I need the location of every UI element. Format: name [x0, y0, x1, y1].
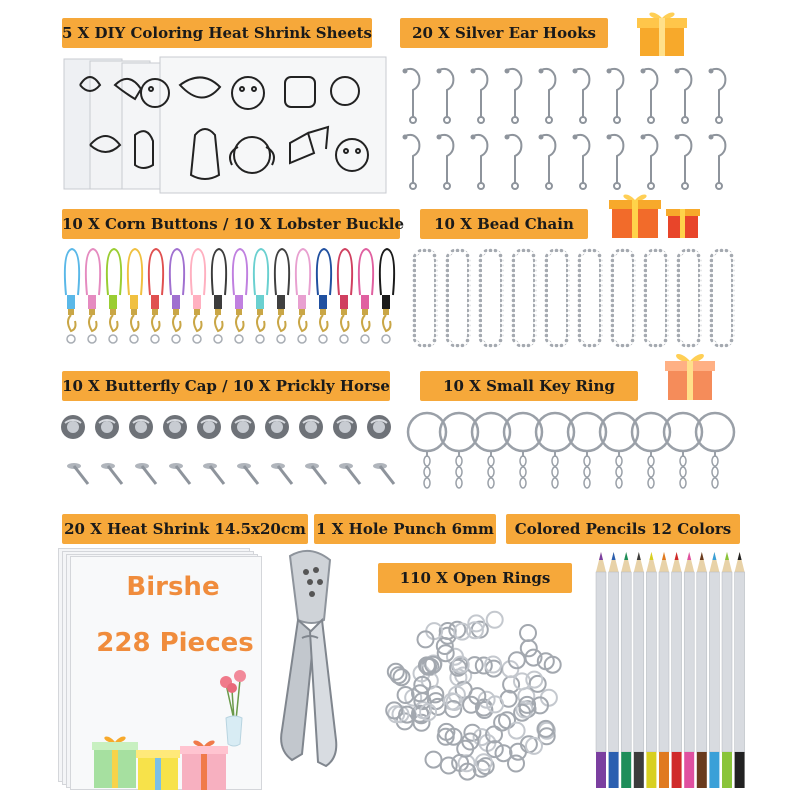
cord-item [380, 249, 394, 343]
hole-punch-image [268, 548, 358, 788]
gift-boxes-pile-icon [90, 730, 240, 792]
label-heat-shrink: 20 X Heat Shrink 14.5x20cm [62, 514, 308, 544]
pencil-item [634, 552, 644, 788]
label-bead-chain: 10 X Bead Chain [420, 209, 588, 239]
cord-item [359, 249, 373, 343]
piece-count: 228 Pieces [96, 628, 254, 658]
cords-lobster-buckles-image [58, 245, 403, 357]
label-corn-buttons: 10 X Corn Buttons / 10 X Lobster Buckle [62, 209, 400, 239]
gift-boxes-icon [606, 192, 702, 240]
label-ear-hooks: 20 X Silver Ear Hooks [400, 18, 608, 48]
label-pencils: Colored Pencils 12 Colors [506, 514, 740, 544]
open-ring [487, 612, 503, 628]
key-rings-image [405, 410, 740, 495]
cord-item [128, 249, 142, 343]
open-ring [510, 744, 526, 760]
cord-item [254, 249, 268, 343]
bead-chains-image [412, 248, 742, 352]
pencil-item [735, 552, 745, 788]
cord-item [296, 249, 310, 343]
open-rings-pile-image [378, 598, 574, 790]
pencil-item [621, 552, 631, 788]
cord-item [65, 249, 79, 343]
cord-item [191, 249, 205, 343]
label-open-rings: 110 X Open Rings [378, 563, 572, 593]
label-key-ring: 10 X Small Key Ring [420, 371, 638, 401]
pencil-item [609, 552, 619, 788]
ear-hooks-image [395, 62, 735, 197]
pencil-item [672, 552, 682, 788]
open-ring [530, 676, 546, 692]
colored-pencils-image [592, 548, 752, 793]
gift-box-icon [634, 8, 690, 58]
cord-item [170, 249, 184, 343]
pencil-item [722, 552, 732, 788]
cord-item [107, 249, 121, 343]
open-ring [441, 758, 457, 774]
open-ring [426, 752, 442, 768]
shrink-sheets-image [60, 55, 390, 195]
pencil-item [596, 552, 606, 788]
cord-item [275, 249, 289, 343]
pencil-item [646, 552, 656, 788]
cord-item [338, 249, 352, 343]
gift-box-icon-2 [662, 348, 718, 402]
label-shrink-sheets: 5 X DIY Coloring Heat Shrink Sheets [62, 18, 372, 48]
pencil-item [684, 552, 694, 788]
cord-item [233, 249, 247, 343]
cord-item [149, 249, 163, 343]
label-butterfly-cap: 10 X Butterfly Cap / 10 X Prickly Horse [62, 371, 390, 401]
cord-item [317, 249, 331, 343]
cord-item [86, 249, 100, 343]
open-ring [503, 677, 519, 693]
pencil-item [697, 552, 707, 788]
open-ring [521, 640, 537, 656]
open-ring [494, 715, 510, 731]
open-ring [526, 672, 542, 688]
open-ring [520, 625, 536, 641]
open-ring [509, 723, 525, 739]
pencil-item [709, 552, 719, 788]
label-hole-punch: 1 X Hole Punch 6mm [314, 514, 496, 544]
butterfly-caps-pins-image [60, 412, 400, 504]
pencil-item [659, 552, 669, 788]
cord-item [212, 249, 226, 343]
brand-name: Birshe [126, 572, 220, 602]
